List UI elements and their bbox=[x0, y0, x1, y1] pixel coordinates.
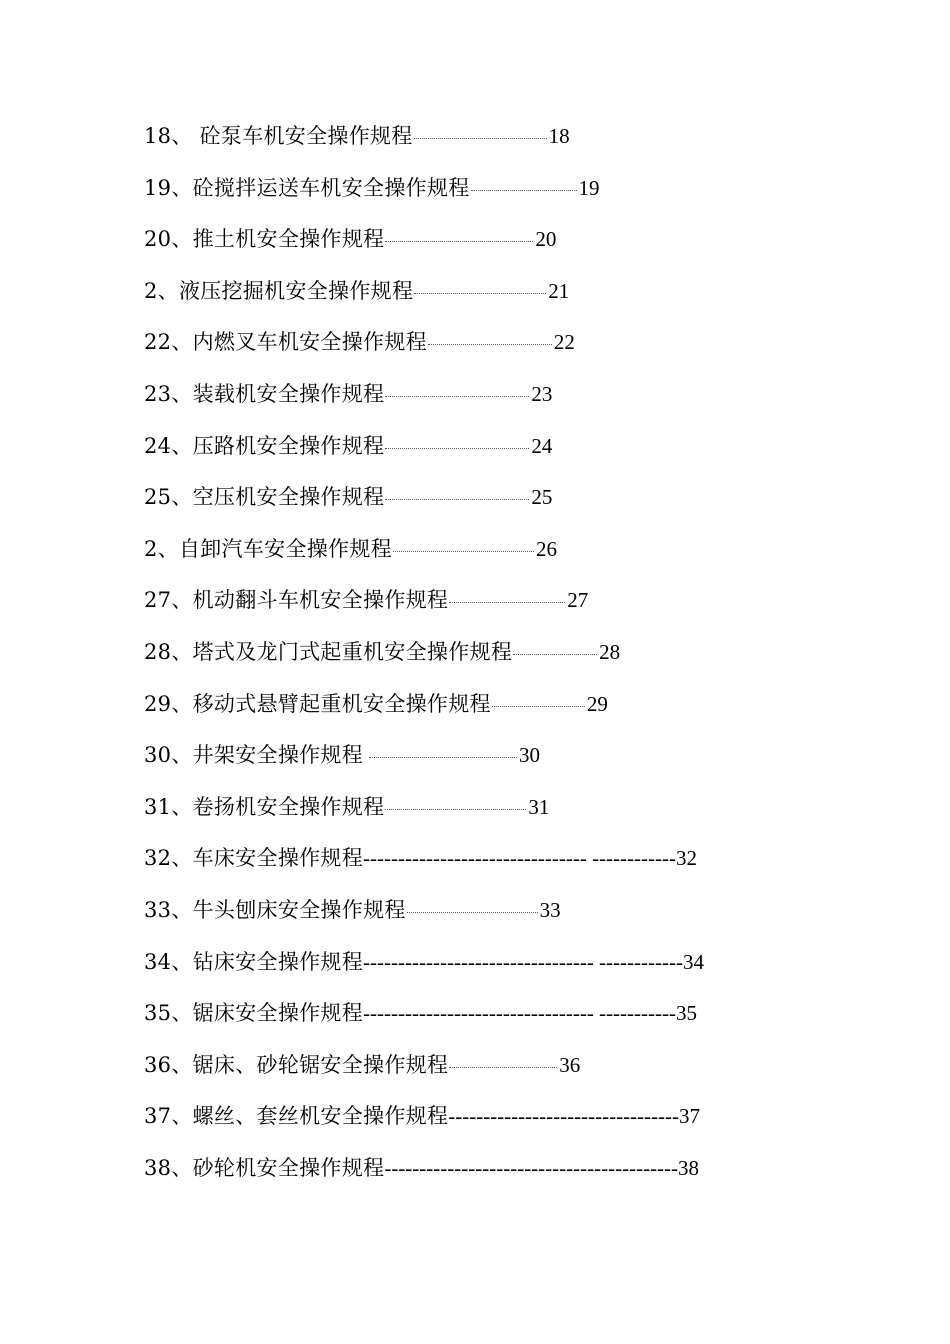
toc-page-number: 24 bbox=[531, 433, 553, 458]
toc-entry-title: 34、钻床安全操作规程 bbox=[144, 949, 364, 974]
toc-page-number: 19 bbox=[578, 175, 600, 200]
toc-page-number: 23 bbox=[531, 381, 553, 406]
toc-leader: --------------------------------- ----------- bbox=[363, 1001, 676, 1026]
toc-entry-title: 24、压路机安全操作规程 bbox=[144, 433, 385, 458]
toc-page-number: 34 bbox=[682, 949, 704, 974]
toc-entry-title: 27、机动翻斗车机安全操作规程 bbox=[144, 588, 449, 613]
toc-entry bbox=[144, 1047, 864, 1099]
toc-entry bbox=[144, 892, 864, 944]
toc-page-number: 29 bbox=[586, 691, 608, 716]
toc-leader: --------------------------------- ------------ bbox=[363, 949, 683, 974]
toc-page-number: 22 bbox=[553, 330, 575, 355]
toc-page-number: 25 bbox=[531, 485, 553, 510]
toc-entry bbox=[144, 737, 864, 789]
toc-entry bbox=[144, 840, 864, 892]
toc-page-number: 21 bbox=[548, 278, 570, 303]
toc-entry-title: 20、推土机安全操作规程 bbox=[144, 227, 385, 252]
toc-page-number: 37 bbox=[679, 1104, 701, 1129]
table-of-contents bbox=[144, 118, 864, 1201]
toc-entry-title: 29、移动式悬臂起重机安全操作规程 bbox=[144, 691, 491, 716]
toc-entry bbox=[144, 170, 864, 222]
toc-entry bbox=[144, 634, 864, 686]
toc-page-number: 30 bbox=[519, 743, 541, 768]
toc-entry bbox=[144, 789, 864, 841]
toc-leader bbox=[369, 756, 517, 758]
toc-page-number: 28 bbox=[599, 639, 621, 664]
toc-page-number: 33 bbox=[539, 897, 561, 922]
toc-entry bbox=[144, 479, 864, 531]
toc-entry-title: 2、液压挖掘机安全操作规程 bbox=[144, 278, 414, 303]
toc-entry-title: 18、 砼泵车机安全操作规程 bbox=[144, 124, 413, 148]
toc-leader bbox=[471, 189, 577, 191]
toc-page-number: 36 bbox=[559, 1052, 581, 1077]
toc-entry bbox=[144, 376, 864, 428]
toc-leader: --------------------------------- bbox=[448, 1104, 680, 1129]
toc-leader bbox=[428, 343, 552, 345]
toc-page-number: 38 bbox=[678, 1155, 700, 1180]
toc-page-number: 20 bbox=[535, 227, 557, 252]
toc-entry-title: 33、牛头刨床安全操作规程 bbox=[144, 897, 406, 922]
toc-entry-title: 37、螺丝、套丝机安全操作规程 bbox=[144, 1104, 449, 1129]
toc-entry bbox=[144, 944, 864, 996]
toc-leader bbox=[385, 395, 529, 397]
toc-entry-title: 30、井架安全操作规程 bbox=[144, 743, 364, 768]
toc-entry bbox=[144, 531, 864, 583]
toc-leader bbox=[414, 137, 547, 139]
toc-leader bbox=[449, 601, 565, 603]
toc-leader bbox=[414, 292, 546, 294]
toc-entry-title: 35、锯床安全操作规程 bbox=[144, 1001, 364, 1026]
toc-leader bbox=[385, 240, 533, 242]
toc-leader bbox=[407, 911, 538, 913]
toc-entry-title: 28、塔式及龙门式起重机安全操作规程 bbox=[144, 639, 513, 664]
toc-entry bbox=[144, 582, 864, 634]
toc-entry bbox=[144, 221, 864, 273]
toc-entry-title: 22、内燃叉车机安全操作规程 bbox=[144, 330, 427, 355]
toc-entry bbox=[144, 995, 864, 1047]
toc-leader: ------------------------------------------ bbox=[384, 1155, 679, 1180]
toc-entry bbox=[144, 1098, 864, 1150]
toc-entry bbox=[144, 686, 864, 738]
toc-entry bbox=[144, 428, 864, 480]
toc-entry bbox=[144, 118, 864, 170]
toc-page-number: 35 bbox=[675, 1001, 697, 1026]
toc-entry-title: 2、自卸汽车安全操作规程 bbox=[144, 536, 392, 561]
toc-leader: -------------------------------- ------------ bbox=[363, 846, 676, 871]
toc-page-number: 31 bbox=[528, 794, 550, 819]
toc-leader bbox=[449, 1066, 557, 1068]
toc-entry-title: 31、卷扬机安全操作规程 bbox=[144, 794, 385, 819]
toc-leader bbox=[393, 550, 534, 552]
toc-entry-title: 19、砼搅拌运送车机安全操作规程 bbox=[144, 175, 470, 200]
toc-leader bbox=[492, 705, 585, 707]
toc-leader bbox=[385, 808, 526, 810]
toc-leader bbox=[513, 653, 597, 655]
toc-page-number: 27 bbox=[567, 588, 589, 613]
toc-entry bbox=[144, 1150, 864, 1202]
toc-entry-title: 32、车床安全操作规程 bbox=[144, 846, 364, 871]
toc-leader bbox=[385, 447, 529, 449]
toc-entry bbox=[144, 324, 864, 376]
toc-leader bbox=[385, 498, 529, 500]
toc-entry-title: 38、砂轮机安全操作规程 bbox=[144, 1155, 385, 1180]
toc-entry bbox=[144, 273, 864, 325]
toc-page-number: 26 bbox=[535, 536, 557, 561]
toc-entry-title: 25、空压机安全操作规程 bbox=[144, 485, 385, 510]
toc-page-number: 32 bbox=[675, 846, 697, 871]
toc-page-number: 18 bbox=[548, 124, 570, 148]
toc-entry-title: 23、装载机安全操作规程 bbox=[144, 381, 385, 406]
toc-entry-title: 36、锯床、砂轮锯安全操作规程 bbox=[144, 1052, 449, 1077]
